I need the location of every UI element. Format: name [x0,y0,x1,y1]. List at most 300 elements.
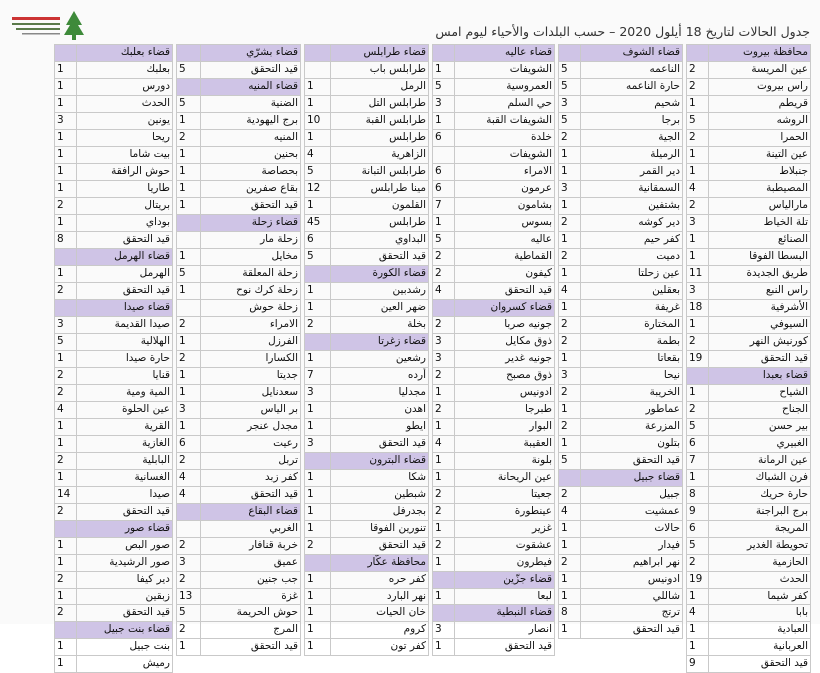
locality-name: بيت شاما [77,146,173,163]
locality-name: بطمة [581,333,683,350]
locality-name: حالات [581,520,683,537]
table-row [433,282,555,299]
district-name: قضاء البترون [331,452,429,469]
case-count: 1 [177,146,201,163]
case-count: 1 [177,248,201,265]
case-count: 1 [55,350,77,367]
locality-name: ترتج [581,605,683,622]
locality-name: مينا طرابلس [331,180,429,197]
locality-name: جبيل [581,486,683,503]
table-bcharre-bekaa [176,44,301,656]
table-row [433,435,555,452]
locality-name: عاليه [455,231,555,248]
case-count: 2 [55,282,77,299]
locality-name: طبرجا [455,401,555,418]
locality-name: قيد التحقق [77,605,173,622]
locality-name: بحصاصة [201,163,301,180]
locality-name: جونيه صربا [455,316,555,333]
locality-name: قيد التحقق [201,61,301,78]
locality-name: قنايا [77,367,173,384]
case-count: 1 [687,146,709,163]
case-count: 2 [55,384,77,401]
cedar-icon [8,8,88,42]
case-count [305,45,331,62]
locality-name: بنت جبيل [77,639,173,656]
district-header-row [433,299,555,316]
table-row [177,639,301,656]
case-count: 3 [433,350,455,367]
locality-name: الحدث [709,571,811,588]
locality-name: الشياح [709,384,811,401]
table-row [177,180,301,197]
table-row [559,486,683,503]
case-count: 1 [305,639,331,656]
table-chouf-jbeil [558,44,683,639]
locality-name: بشامون [455,197,555,214]
district-name: قضاء بنت جبيل [77,622,173,639]
table-row [559,588,683,605]
table-row [305,248,429,265]
table-row [177,231,301,248]
case-count: 2 [687,129,709,146]
table-row [55,469,173,486]
table-row [305,384,429,401]
locality-name: بابا [709,605,811,622]
locality-name: دير كيفا [77,571,173,588]
table-row [55,129,173,146]
table-row [55,350,173,367]
table-row [177,350,301,367]
district-name: قضاء كسروان [455,299,555,316]
table-row [55,503,173,520]
case-count: 5 [559,112,581,129]
locality-name: دير كوشه [581,214,683,231]
table-row [433,333,555,350]
case-count: 1 [305,486,331,503]
case-count: 2 [559,129,581,146]
case-count: 2 [55,605,77,622]
locality-name: ذوق مصبح [455,367,555,384]
locality-name: فيطرون [455,554,555,571]
table-row [433,163,555,180]
table-row [687,571,811,588]
table-row [687,112,811,129]
district-header-row [305,333,429,350]
district-header-row [305,452,429,469]
table-row [687,656,811,673]
locality-name: زبقين [77,588,173,605]
case-count: 5 [305,248,331,265]
case-count: 1 [55,146,77,163]
table-row [559,401,683,418]
district-name: محافظة عكّار [331,554,429,571]
table-row [55,316,173,333]
case-count: 6 [177,435,201,452]
locality-name: العربانية [709,639,811,656]
locality-name: الكسارا [201,350,301,367]
case-count: 1 [687,639,709,656]
locality-name: طاريا [77,180,173,197]
table-row [433,367,555,384]
case-count: 1 [305,401,331,418]
table-row [177,418,301,435]
table-row [177,571,301,588]
case-count: 1 [177,384,201,401]
case-count: 1 [305,197,331,214]
locality-name: دميت [581,248,683,265]
locality-name: حارة حريك [709,486,811,503]
locality-name: طريق الجديدة [709,265,811,282]
case-count: 1 [687,163,709,180]
case-count: 1 [177,367,201,384]
locality-name: لبعا [455,588,555,605]
locality-name: البسطا الفوقا [709,248,811,265]
case-count: 1 [305,571,331,588]
locality-name: شكا [331,469,429,486]
locality-name: بحنين [201,146,301,163]
locality-name: نهر البارد [331,588,429,605]
table-row [177,95,301,112]
case-count: 1 [55,588,77,605]
case-count: 10 [305,112,331,129]
case-count: 1 [433,588,455,605]
table-row [687,61,811,78]
case-count: 2 [687,61,709,78]
table-row [433,537,555,554]
table-row [559,350,683,367]
locality-name: الشويفات [455,146,555,163]
locality-name: المزرعة [581,418,683,435]
case-count: 1 [55,469,77,486]
table-row [55,163,173,180]
case-count: 5 [55,333,77,350]
locality-name: برج اليهودية [201,112,301,129]
case-count: 1 [55,95,77,112]
case-count: 1 [55,537,77,554]
case-count [177,503,201,520]
case-count: 3 [559,367,581,384]
case-count: 5 [177,95,201,112]
case-count: 3 [305,384,331,401]
district-header-row [177,503,301,520]
table-row [305,571,429,588]
table-row [305,350,429,367]
locality-name: كفر زبد [201,469,301,486]
case-count [55,299,77,316]
locality-name: اهدن [331,401,429,418]
locality-name: طرابلس التل [331,95,429,112]
table-row [559,520,683,537]
case-count: 1 [305,299,331,316]
case-count [305,265,331,282]
case-count: 9 [687,503,709,520]
table-row [55,367,173,384]
locality-name: صور الرشيدية [77,554,173,571]
district-header-row [55,299,173,316]
case-count: 2 [559,214,581,231]
locality-name: رشعين [331,350,429,367]
locality-name: خان الحيات [331,605,429,622]
district-name: قضاء بشرّي [201,45,301,62]
case-count: 1 [687,248,709,265]
district-name: قضاء صور [77,520,173,537]
locality-name: عين الرمانة [709,452,811,469]
table-row [433,146,555,163]
district-header-row [433,605,555,622]
locality-name: بتلون [581,435,683,452]
table-row [433,418,555,435]
table-row [305,231,429,248]
table-row [687,333,811,350]
table-row [177,129,301,146]
district-header-row [305,265,429,282]
case-count: 3 [687,214,709,231]
table-row [559,452,683,469]
table-row [433,520,555,537]
case-count [687,45,709,62]
table-row [559,554,683,571]
table-row [305,146,429,163]
case-count: 2 [305,537,331,554]
locality-name: قيد التحقق [201,639,301,656]
table-row [55,656,173,673]
locality-name: ريحا [77,129,173,146]
case-count: 4 [55,401,77,418]
table-row [687,197,811,214]
table-row [55,537,173,554]
locality-name: المنيه [201,129,301,146]
table-row [177,486,301,503]
case-count: 1 [305,418,331,435]
table-row [433,384,555,401]
table-row [177,384,301,401]
table-baalbek-bint-jbeil [54,44,173,673]
district-name: قضاء المنيه [201,78,301,95]
table-row [55,197,173,214]
locality-name: الهرمل [77,265,173,282]
table-row [177,537,301,554]
table-row [55,554,173,571]
locality-name: الزاهرية [331,146,429,163]
table-row [177,299,301,316]
district-name: قضاء صيدا [77,299,173,316]
locality-name: الروشه [709,112,811,129]
district-name: قضاء النبطية [455,605,555,622]
locality-name: عين الريحانة [455,469,555,486]
case-count: 2 [305,316,331,333]
table-row [433,588,555,605]
case-count: 1 [305,588,331,605]
district-name: قضاء البقاع [201,503,301,520]
locality-name: نهر ابراهيم [581,554,683,571]
locality-name: شبطين [331,486,429,503]
locality-name: البوار [455,418,555,435]
table-row [305,282,429,299]
locality-name: بعقلين [581,282,683,299]
case-count [55,622,77,639]
table-row [305,469,429,486]
locality-name: الصنائع [709,231,811,248]
case-count: 1 [559,571,581,588]
case-count: 3 [177,554,201,571]
case-count: 12 [305,180,331,197]
table-row [433,78,555,95]
table-row [433,248,555,265]
table-row [55,401,173,418]
case-count [177,78,201,95]
case-count: 1 [559,622,581,639]
table-row [177,316,301,333]
locality-name: جديتا [201,367,301,384]
case-count: 1 [687,231,709,248]
ministry-logo [8,8,88,42]
locality-name: عينطورة [455,503,555,520]
locality-name: سعدنايل [201,384,301,401]
case-count: 8 [559,605,581,622]
case-count [177,520,201,537]
table-row [687,605,811,622]
locality-name: شاللي [581,588,683,605]
district-header-row [433,45,555,62]
district-name: قضاء جبيل [581,469,683,486]
table-row [177,401,301,418]
table-row [305,588,429,605]
case-count: 4 [177,486,201,503]
case-count: 6 [433,129,455,146]
case-count: 8 [55,231,77,248]
table-row [687,231,811,248]
locality-name: الحمرا [709,129,811,146]
case-count: 6 [687,435,709,452]
case-count: 11 [687,265,709,282]
locality-name: طرابلس [331,214,429,231]
table-row [687,452,811,469]
locality-name: القماطية [455,248,555,265]
table-row [433,639,555,656]
case-count [55,520,77,537]
district-name: قضاء الشوف [581,45,683,62]
locality-name: بشتفين [581,197,683,214]
table-row [687,537,811,554]
table-row [559,112,683,129]
case-count: 2 [433,537,455,554]
table-row [559,265,683,282]
case-count: 2 [433,503,455,520]
case-count: 1 [559,588,581,605]
table-row [305,486,429,503]
case-count: 1 [433,112,455,129]
table-row [433,214,555,231]
case-count [559,469,581,486]
case-count: 2 [559,554,581,571]
locality-name: الناعمه [581,61,683,78]
case-count: 8 [687,486,709,503]
locality-name: بخلة [331,316,429,333]
case-count: 3 [305,435,331,452]
case-count: 2 [559,418,581,435]
locality-name: قيد التحقق [709,656,811,673]
case-count: 2 [559,248,581,265]
locality-name: قريطم [709,95,811,112]
case-count: 4 [177,469,201,486]
table-row [305,214,429,231]
locality-name: الضنية [201,95,301,112]
locality-name: عين التينة [709,146,811,163]
district-header-row [55,45,173,62]
case-count: 2 [433,401,455,418]
district-header-row [433,571,555,588]
locality-name: الحازمية [709,554,811,571]
locality-name: زحلة كرك نوح [201,282,301,299]
table-row [433,554,555,571]
table-row [55,146,173,163]
district-header-row [177,78,301,95]
table-row [177,248,301,265]
table-row [305,605,429,622]
locality-name: قيد التحقق [77,231,173,248]
table-row [305,367,429,384]
case-count: 1 [687,469,709,486]
case-count: 1 [433,452,455,469]
table-row [559,605,683,622]
case-count: 5 [305,163,331,180]
case-count: 3 [687,282,709,299]
case-count: 1 [559,299,581,316]
case-count: 6 [433,180,455,197]
table-row [305,163,429,180]
table-row [687,469,811,486]
table-row [177,554,301,571]
locality-name: قيد التحقق [201,197,301,214]
table-row [177,367,301,384]
table-row [433,231,555,248]
locality-name: المريجة [709,520,811,537]
table-row [687,435,811,452]
case-count: 1 [177,163,201,180]
case-count: 3 [55,112,77,129]
table-row [55,282,173,299]
locality-name: بجدرفل [331,503,429,520]
case-count: 9 [687,656,709,673]
district-header-row [177,45,301,62]
locality-name: حوش الحريمة [201,605,301,622]
table-row [559,214,683,231]
table-row [55,571,173,588]
locality-name: قيد التحقق [77,503,173,520]
table-row [55,384,173,401]
case-count: 3 [177,401,201,418]
locality-name: بوداي [77,214,173,231]
case-count: 1 [433,469,455,486]
case-count: 1 [305,129,331,146]
table-beirut-baabda [686,44,811,673]
table-row [305,61,429,78]
case-count: 5 [433,231,455,248]
case-count: 1 [305,282,331,299]
case-count: 7 [687,452,709,469]
locality-name: الامراء [455,163,555,180]
table-row [433,452,555,469]
locality-name: قيد التحقق [455,282,555,299]
locality-name: برجا [581,112,683,129]
table-row [687,146,811,163]
case-count: 2 [687,197,709,214]
locality-name: السيوفي [709,316,811,333]
table-row [55,78,173,95]
locality-name: تحويطة الغدير [709,537,811,554]
locality-name: كيفون [455,265,555,282]
case-count: 2 [177,452,201,469]
